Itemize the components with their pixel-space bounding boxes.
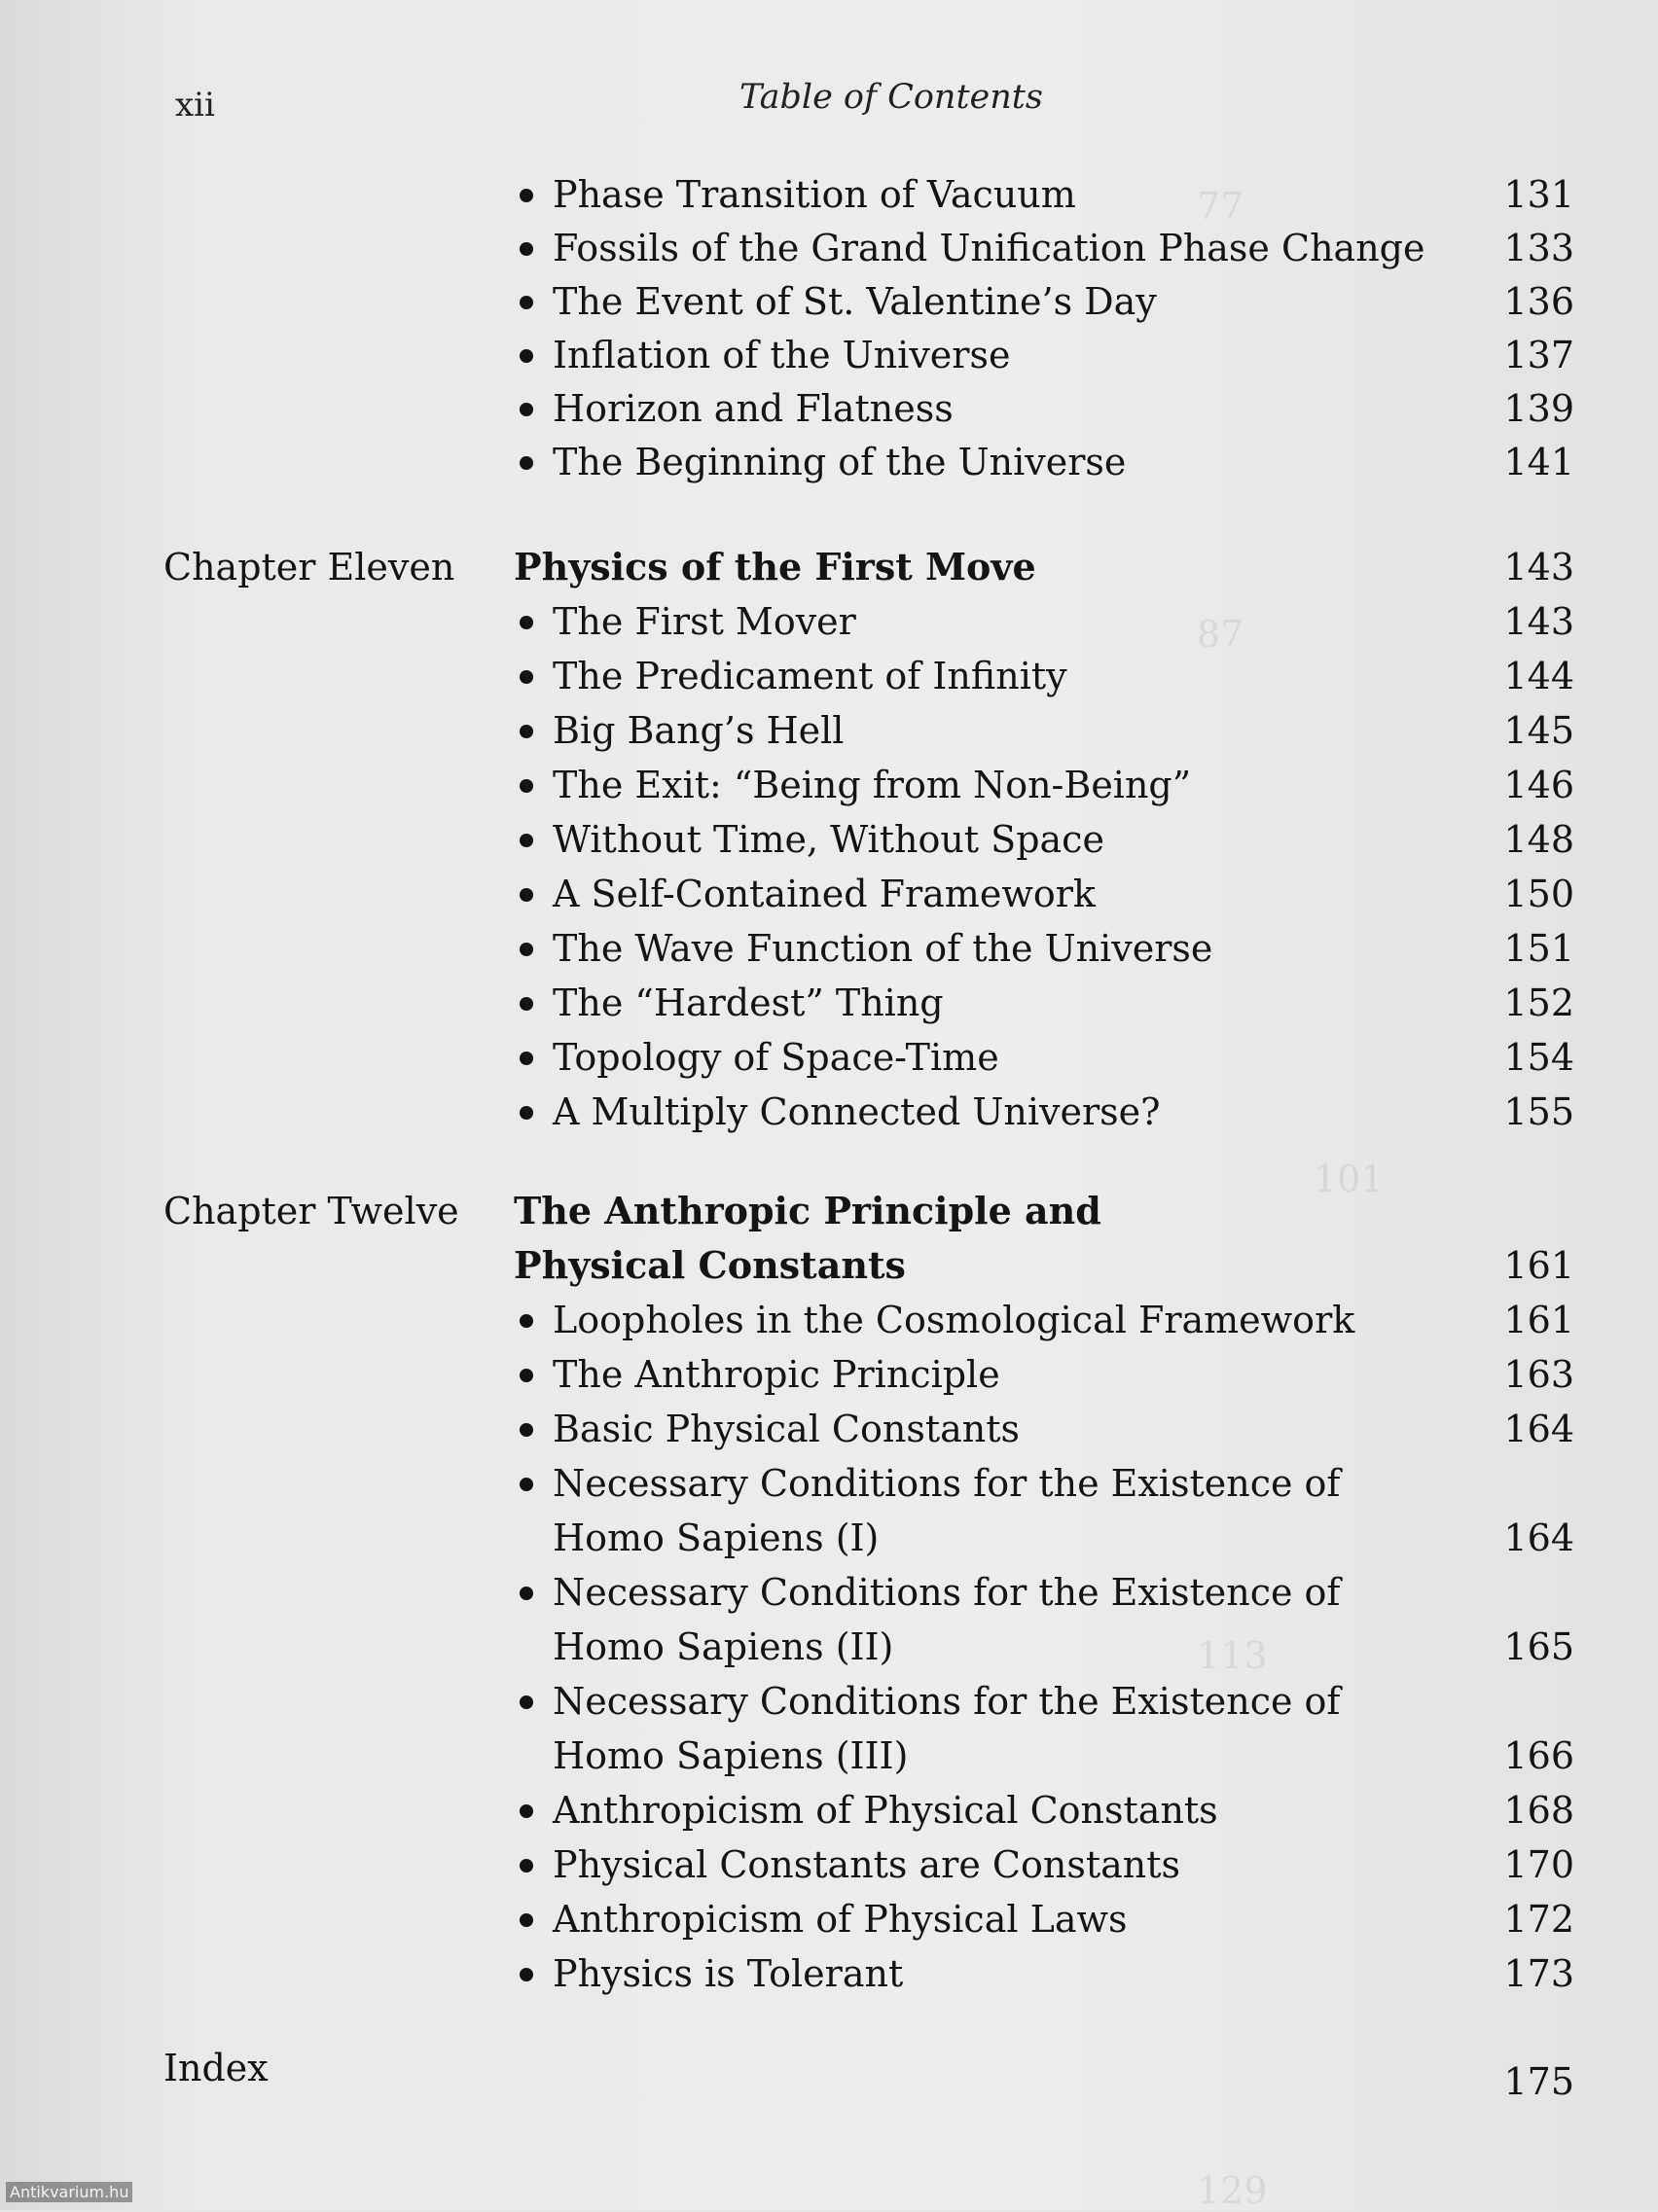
section-title: Necessary Conditions for the Existence of	[553, 1462, 1341, 1505]
page-reference: 161	[1503, 1299, 1574, 1341]
bullet-icon	[520, 834, 533, 847]
page-reference: 164	[1503, 1516, 1574, 1559]
index-label: Index	[163, 2047, 269, 2089]
bullet-icon	[520, 779, 533, 793]
page-reference: 150	[1503, 873, 1574, 915]
page-reference: 137	[1503, 334, 1574, 376]
bullet-icon	[520, 296, 533, 309]
page-reference: 146	[1503, 764, 1574, 806]
section-title: A Self-Contained Framework	[553, 873, 1096, 915]
toc-entry	[0, 1837, 1658, 1892]
toc-entry	[0, 812, 1658, 867]
page-reference: 143	[1503, 546, 1574, 589]
running-title: Table of Contents	[739, 78, 1043, 117]
section-title: Inflation of the Universe	[553, 334, 1011, 376]
section-title: Basic Physical Constants	[553, 1408, 1021, 1450]
toc-entry	[0, 1402, 1658, 1456]
bullet-icon	[520, 670, 533, 684]
section-title: The Anthropic Principle	[553, 1353, 1000, 1396]
toc-entry	[0, 1347, 1658, 1402]
bleed-through-text: 101	[1314, 1158, 1385, 1200]
section-title: Homo Sapiens (III)	[553, 1734, 909, 1777]
page-reference: 133	[1503, 227, 1574, 269]
page-reference: 148	[1503, 818, 1574, 861]
bullet-icon	[520, 1913, 533, 1927]
bleed-through-text: 77	[1197, 185, 1244, 228]
page-reference: 164	[1503, 1408, 1574, 1450]
bullet-icon	[520, 349, 533, 363]
toc-entry	[0, 594, 1658, 649]
section-title: Physics is Tolerant	[553, 1952, 904, 1995]
section-title: Anthropicism of Physical Constants	[553, 1789, 1218, 1832]
bullet-icon	[520, 943, 533, 956]
section-title: Phase Transition of Vacuum	[553, 173, 1076, 216]
section-title: The Event of St. Valentine’s Day	[553, 280, 1157, 323]
page-reference: 166	[1503, 1734, 1574, 1777]
chapter-label: Chapter Eleven	[163, 546, 455, 589]
toc-entry	[0, 703, 1658, 758]
page-reference: 144	[1503, 655, 1574, 697]
bullet-icon	[520, 888, 533, 902]
bullet-icon	[520, 1804, 533, 1818]
bullet-icon	[520, 725, 533, 738]
page-reference: 131	[1503, 173, 1574, 216]
toc-entry-continued	[0, 1620, 1658, 1674]
page-reference: 165	[1503, 1625, 1574, 1668]
chapter-heading-continued	[0, 1238, 1658, 1293]
toc-entry	[0, 221, 1658, 275]
bleed-through-text: 113	[1197, 1634, 1268, 1677]
toc-entry-continued	[0, 1729, 1658, 1783]
toc-entry	[0, 1674, 1658, 1729]
chapter-label: Chapter Twelve	[163, 1190, 459, 1232]
watermark-label: Antikvarium.hu	[6, 2182, 132, 2202]
toc-entry	[0, 867, 1658, 921]
toc-entry	[0, 328, 1658, 382]
page-reference: 145	[1503, 709, 1574, 752]
bullet-icon	[520, 403, 533, 416]
page-reference: 136	[1503, 280, 1574, 323]
toc-entry	[0, 381, 1658, 436]
page-reference: 154	[1503, 1036, 1574, 1079]
toc-entry	[0, 649, 1658, 703]
section-title: Necessary Conditions for the Existence of	[553, 1571, 1341, 1614]
page-reference: 155	[1503, 1090, 1574, 1133]
bullet-icon	[520, 1587, 533, 1600]
bullet-icon	[520, 1423, 533, 1437]
page-reference: 175	[1503, 2060, 1574, 2103]
bullet-icon	[520, 1478, 533, 1491]
page-reference: 168	[1503, 1789, 1574, 1832]
chapter-title: Physics of the First Move	[514, 545, 1036, 589]
page-reference: 172	[1503, 1898, 1574, 1941]
toc-entry	[0, 167, 1658, 222]
section-title: Homo Sapiens (I)	[553, 1516, 880, 1559]
toc-entry	[0, 1946, 1658, 2001]
section-title: Horizon and Flatness	[553, 387, 954, 430]
section-title: Homo Sapiens (II)	[553, 1625, 894, 1668]
bullet-icon	[520, 1052, 533, 1065]
bullet-icon	[520, 456, 533, 470]
toc-entry	[0, 1456, 1658, 1511]
section-title: Loopholes in the Cosmological Framework	[553, 1299, 1355, 1341]
section-title: Topology of Space-Time	[553, 1036, 999, 1079]
page-reference: 163	[1503, 1353, 1574, 1396]
toc-entry	[0, 435, 1658, 489]
bullet-icon	[520, 189, 533, 202]
bullet-icon	[520, 1695, 533, 1709]
section-title: Big Bang’s Hell	[553, 709, 845, 752]
section-title: Necessary Conditions for the Existence of	[553, 1680, 1341, 1723]
bleed-through-text: 129	[1197, 2169, 1268, 2212]
section-title: The “Hardest” Thing	[553, 981, 944, 1024]
toc-entry	[0, 274, 1658, 329]
bleed-through-text: 87	[1197, 613, 1244, 656]
toc-entry	[0, 1085, 1658, 1139]
bullet-icon	[520, 242, 533, 256]
bullet-icon	[520, 1968, 533, 1981]
page-reference: 151	[1503, 927, 1574, 970]
toc-entry	[0, 921, 1658, 976]
chapter-heading	[0, 1184, 1658, 1238]
chapter-title: Physical Constants	[514, 1243, 906, 1287]
bullet-icon	[520, 997, 533, 1011]
section-title: Physical Constants are Constants	[553, 1843, 1180, 1886]
bullet-icon	[520, 1106, 533, 1120]
section-title: Anthropicism of Physical Laws	[553, 1898, 1128, 1941]
bullet-icon	[520, 1369, 533, 1382]
section-title: Without Time, Without Space	[553, 818, 1104, 861]
section-title: The Wave Function of the Universe	[553, 927, 1213, 970]
page-reference: 161	[1503, 1244, 1574, 1287]
section-title: Fossils of the Grand Unification Phase Change	[553, 227, 1425, 269]
page-reference: 173	[1503, 1952, 1574, 1995]
toc-entry	[0, 1030, 1658, 1085]
toc-entry-continued	[0, 1511, 1658, 1565]
bullet-icon	[520, 1859, 533, 1873]
page-reference: 152	[1503, 981, 1574, 1024]
page-reference: 143	[1503, 600, 1574, 643]
index-entry	[0, 2041, 1658, 2103]
section-title: The Predicament of Infinity	[553, 655, 1067, 697]
toc-entry	[0, 1565, 1658, 1620]
page-reference: 141	[1503, 441, 1574, 483]
section-title: The Exit: “Being from Non-Being”	[553, 764, 1192, 806]
toc-entry	[0, 1783, 1658, 1837]
chapter-title: The Anthropic Principle and	[514, 1189, 1101, 1232]
bullet-icon	[520, 616, 533, 629]
bullet-icon	[520, 1314, 533, 1328]
page-reference: 139	[1503, 387, 1574, 430]
toc-entry	[0, 976, 1658, 1030]
chapter-heading	[0, 540, 1658, 594]
toc-entry	[0, 1892, 1658, 1946]
section-title: The First Mover	[553, 600, 856, 643]
page-number: xii	[175, 86, 215, 125]
toc-entry	[0, 758, 1658, 812]
section-title: The Beginning of the Universe	[553, 441, 1127, 483]
toc-entry	[0, 1293, 1658, 1347]
section-title: A Multiply Connected Universe?	[553, 1090, 1161, 1133]
page-reference: 170	[1503, 1843, 1574, 1886]
